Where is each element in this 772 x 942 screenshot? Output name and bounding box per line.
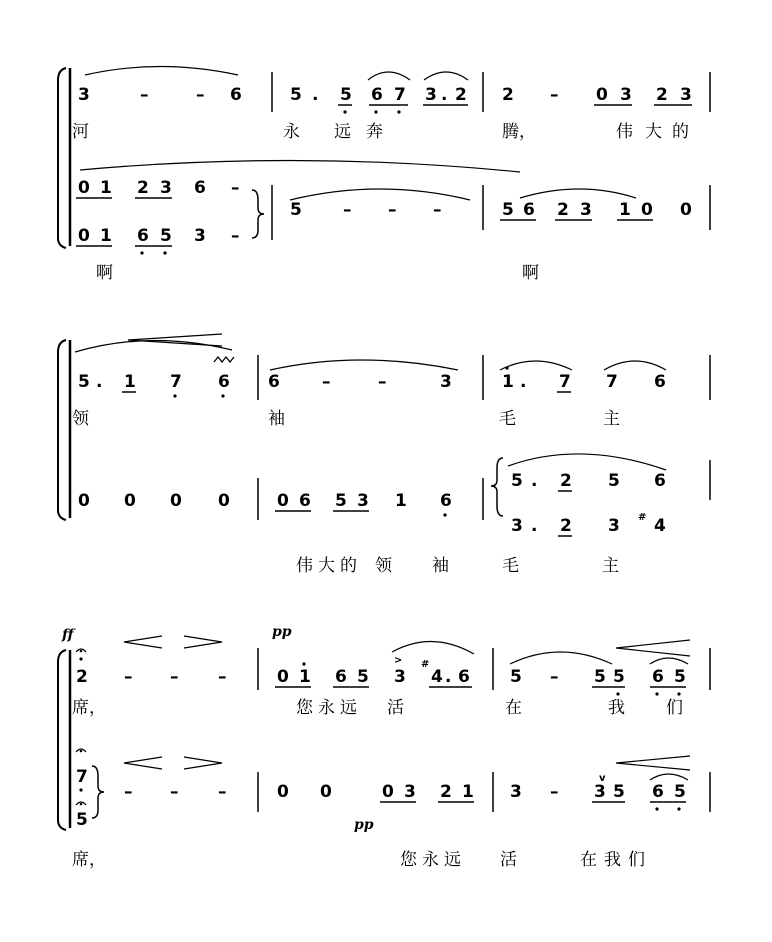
- svg-text:2: 2: [502, 85, 514, 105]
- lyric: 毛: [502, 556, 519, 576]
- svg-text:1: 1: [124, 372, 136, 392]
- svg-text:–: –: [231, 178, 240, 198]
- svg-text:2: 2: [440, 782, 452, 802]
- system-3-lower-voice: [76, 749, 690, 830]
- svg-text:5: 5: [290, 200, 302, 220]
- svg-text:3: 3: [511, 516, 523, 536]
- svg-text:5: 5: [160, 226, 172, 246]
- lyric: 领: [72, 409, 89, 429]
- svg-text:2: 2: [560, 471, 572, 491]
- svg-text:–: –: [433, 200, 442, 220]
- dynamic-mark: pp: [272, 624, 292, 640]
- svg-text:5: 5: [510, 667, 522, 687]
- svg-text:0: 0: [170, 491, 182, 511]
- svg-text:4: 4: [654, 516, 666, 536]
- svg-text:0: 0: [218, 491, 230, 511]
- note: 6: [230, 85, 242, 105]
- svg-text:–: –: [218, 667, 227, 687]
- svg-text:6: 6: [218, 372, 230, 392]
- svg-text:0: 0: [596, 85, 608, 105]
- svg-text:3: 3: [608, 516, 620, 536]
- lyric: 我: [608, 698, 625, 718]
- svg-text:0: 0: [277, 491, 289, 511]
- svg-text:3: 3: [580, 200, 592, 220]
- svg-text:.: .: [312, 85, 319, 105]
- svg-text:–: –: [218, 782, 227, 802]
- svg-text:2: 2: [455, 85, 467, 105]
- lyric: 我: [604, 850, 621, 870]
- svg-text:7: 7: [559, 372, 571, 392]
- svg-text:3: 3: [620, 85, 632, 105]
- svg-text:#: #: [638, 512, 647, 523]
- svg-text:–: –: [170, 782, 179, 802]
- system-2-upper-lyrics: [72, 409, 620, 429]
- lyric: 啊: [522, 263, 539, 283]
- system-2: [58, 334, 710, 576]
- svg-text:3: 3: [510, 782, 522, 802]
- system-1-upper-voice: [78, 67, 692, 114]
- lyric: 远: [340, 698, 357, 718]
- svg-text:5: 5: [502, 200, 514, 220]
- svg-text:3: 3: [680, 85, 692, 105]
- svg-text:3: 3: [357, 491, 369, 511]
- svg-text:6: 6: [652, 667, 664, 687]
- svg-text:6: 6: [299, 491, 311, 511]
- lyric: 领: [375, 556, 392, 576]
- svg-text:#: #: [421, 659, 430, 670]
- system-3-lower-lyrics: [72, 850, 645, 870]
- svg-text:1: 1: [100, 226, 112, 246]
- svg-text:5: 5: [357, 667, 369, 687]
- svg-text:2: 2: [137, 178, 149, 198]
- system-1-upper-lyrics: [72, 122, 689, 142]
- svg-text:5: 5: [76, 810, 88, 830]
- lyric: 啊: [96, 263, 113, 283]
- svg-text:.: .: [445, 667, 452, 687]
- svg-text:–: –: [550, 85, 559, 105]
- svg-text:2: 2: [560, 516, 572, 536]
- svg-text:1: 1: [395, 491, 407, 511]
- svg-text:5: 5: [511, 471, 523, 491]
- system-1-lower-lyrics: [96, 263, 539, 283]
- svg-text:3: 3: [440, 372, 452, 392]
- lyric: 席，: [72, 698, 106, 718]
- svg-text:–: –: [550, 782, 559, 802]
- dynamic-mark: ff: [62, 627, 74, 643]
- svg-text:0: 0: [78, 491, 90, 511]
- svg-text:5: 5: [608, 471, 620, 491]
- svg-text:6: 6: [335, 667, 347, 687]
- lyric: 永: [283, 122, 300, 142]
- svg-text:3: 3: [404, 782, 416, 802]
- lyric: 永: [422, 850, 439, 870]
- lyric: 大: [645, 122, 662, 142]
- lyric: 们: [628, 850, 645, 870]
- lyric: 们: [666, 698, 683, 718]
- lyric: 在: [505, 698, 522, 718]
- svg-text:5: 5: [290, 85, 302, 105]
- note: 3: [78, 85, 90, 105]
- lyric: 腾，: [502, 122, 536, 142]
- svg-text:–: –: [378, 372, 387, 392]
- lyric: 远: [334, 122, 351, 142]
- svg-text:5: 5: [340, 85, 352, 105]
- svg-text:–: –: [322, 372, 331, 392]
- svg-text:–: –: [196, 85, 205, 105]
- svg-text:3: 3: [425, 85, 437, 105]
- lyric: 奔: [366, 122, 383, 142]
- svg-text:0: 0: [78, 178, 90, 198]
- svg-text:–: –: [170, 667, 179, 687]
- svg-text:6: 6: [654, 471, 666, 491]
- svg-text:.: .: [531, 516, 538, 536]
- lyric: 袖: [268, 409, 285, 429]
- svg-text:–: –: [231, 226, 240, 246]
- svg-text:1: 1: [100, 178, 112, 198]
- system-3-upper-lyrics: [72, 698, 683, 718]
- svg-text:0: 0: [320, 782, 332, 802]
- svg-text:1: 1: [299, 667, 311, 687]
- svg-text:0: 0: [641, 200, 653, 220]
- svg-text:v: v: [599, 773, 606, 784]
- svg-text:2: 2: [557, 200, 569, 220]
- svg-text:7: 7: [606, 372, 618, 392]
- lyric: 毛: [499, 409, 516, 429]
- svg-text:3: 3: [594, 782, 606, 802]
- lyric: 您: [400, 850, 417, 870]
- lyric: 席，: [72, 850, 106, 870]
- lyric: 主: [603, 409, 620, 429]
- lyric: 大: [318, 556, 335, 576]
- svg-text:0: 0: [78, 226, 90, 246]
- svg-text:–: –: [124, 782, 133, 802]
- dynamic-mark: pp: [354, 817, 374, 833]
- system-3-upper-voice: [76, 640, 690, 696]
- svg-text:6: 6: [523, 200, 535, 220]
- svg-text:5: 5: [674, 667, 686, 687]
- svg-text:5: 5: [613, 782, 625, 802]
- svg-text:–: –: [550, 667, 559, 687]
- lyric: 远: [444, 850, 461, 870]
- svg-text:–: –: [124, 667, 133, 687]
- lyric: 袖: [432, 556, 449, 576]
- svg-text:3: 3: [194, 226, 206, 246]
- svg-text:–: –: [388, 200, 397, 220]
- svg-text:2: 2: [76, 667, 88, 687]
- svg-text:–: –: [140, 85, 149, 105]
- lyric: 在: [580, 850, 597, 870]
- svg-text:4: 4: [431, 667, 443, 687]
- svg-text:5: 5: [335, 491, 347, 511]
- svg-text:0: 0: [277, 782, 289, 802]
- lyric: 伟: [616, 122, 633, 142]
- svg-text:.: .: [531, 471, 538, 491]
- lyric: 河: [72, 122, 89, 142]
- svg-text:5: 5: [674, 782, 686, 802]
- svg-text:6: 6: [458, 667, 470, 687]
- svg-text:3: 3: [394, 667, 406, 687]
- system-3: [58, 624, 710, 870]
- lyric: 的: [340, 556, 357, 576]
- svg-text:6: 6: [652, 782, 664, 802]
- system-2-lower-voice: [78, 454, 666, 536]
- svg-text:6: 6: [371, 85, 383, 105]
- svg-text:0: 0: [382, 782, 394, 802]
- svg-text:6: 6: [137, 226, 149, 246]
- svg-text:.: .: [520, 372, 527, 392]
- svg-text:>: >: [394, 655, 403, 666]
- svg-text:1: 1: [462, 782, 474, 802]
- svg-text:.: .: [96, 372, 103, 392]
- system-2-lower-lyrics: [296, 556, 619, 576]
- svg-text:.: .: [441, 85, 448, 105]
- lyric: 的: [672, 122, 689, 142]
- lyric: 活: [500, 850, 517, 870]
- svg-text:5: 5: [594, 667, 606, 687]
- svg-text:5: 5: [613, 667, 625, 687]
- lyric: 您: [296, 698, 313, 718]
- lyric: 活: [387, 698, 404, 718]
- system-1-lower-voice: [76, 178, 692, 255]
- svg-text:6: 6: [440, 491, 452, 511]
- system-1: [58, 67, 710, 284]
- svg-text:1: 1: [619, 200, 631, 220]
- svg-text:6: 6: [654, 372, 666, 392]
- svg-text:0: 0: [124, 491, 136, 511]
- lyric: 伟: [296, 556, 313, 576]
- lyric: 永: [318, 698, 335, 718]
- svg-text:1: 1: [502, 372, 514, 392]
- svg-text:6: 6: [268, 372, 280, 392]
- svg-text:2: 2: [656, 85, 668, 105]
- svg-text:–: –: [343, 200, 352, 220]
- svg-text:7: 7: [170, 372, 182, 392]
- svg-text:7: 7: [76, 767, 88, 787]
- lyric: 主: [602, 556, 619, 576]
- svg-text:7: 7: [394, 85, 406, 105]
- svg-text:5: 5: [78, 372, 90, 392]
- svg-text:3: 3: [160, 178, 172, 198]
- svg-text:0: 0: [277, 667, 289, 687]
- svg-text:0: 0: [680, 200, 692, 220]
- system-2-upper-voice: [75, 334, 666, 398]
- svg-text:6: 6: [194, 178, 206, 198]
